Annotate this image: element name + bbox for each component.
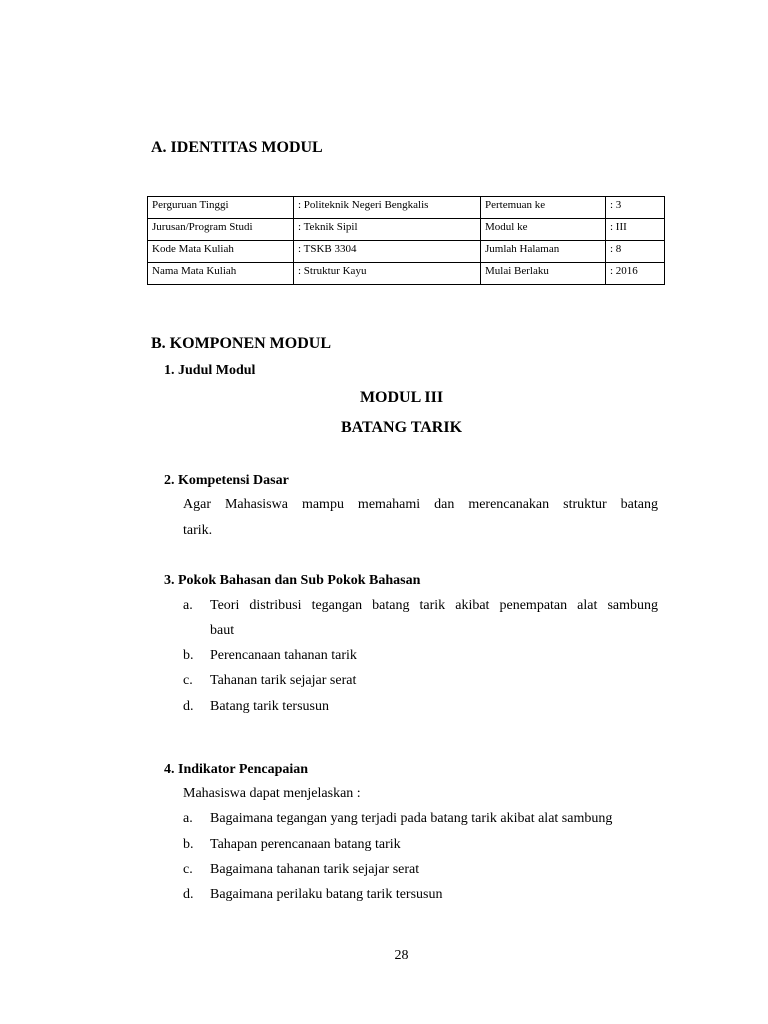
list-item-text: Bagaimana tegangan yang terjadi pada batang tarik akibat alat sambung <box>210 811 613 826</box>
list-marker: b. <box>183 648 194 663</box>
table-cell: : Struktur Kayu <box>294 263 481 285</box>
table-row <box>148 197 665 219</box>
list-marker: c. <box>183 862 193 877</box>
list-marker: d. <box>183 887 194 902</box>
table-cell: Jumlah Halaman <box>481 241 606 263</box>
table-cell: Kode Mata Kuliah <box>148 241 294 263</box>
table-cell: : TSKB 3304 <box>294 241 481 263</box>
list-item-text: Teori distribusi tegangan batang tarik akibat penempatan alat sambung <box>210 598 658 613</box>
table-row <box>148 263 665 285</box>
table-cell: Nama Mata Kuliah <box>148 263 294 285</box>
table-cell: Jurusan/Program Studi <box>148 219 294 241</box>
list-item-text: Perencanaan tahanan tarik <box>210 648 357 663</box>
list-item-text: Bagaimana perilaku batang tarik tersusun <box>210 887 443 902</box>
list-item-text: Bagaimana tahanan tarik sejajar serat <box>210 862 420 877</box>
table-row <box>148 219 665 241</box>
identity-table <box>147 196 665 285</box>
table-cell: Mulai Berlaku <box>481 263 606 285</box>
pokok-bahasan-heading: 3. Pokok Bahasan dan Sub Pokok Bahasan <box>164 573 421 588</box>
module-subtitle: BATANG TARIK <box>340 419 463 436</box>
kompetensi-text-line-1: Agar Mahasiswa mampu memahami dan merencanakan struktur batang <box>183 497 658 512</box>
kompetensi-heading: 2. Kompetensi Dasar <box>164 473 289 488</box>
list-item-text-continued: baut <box>210 623 235 638</box>
list-marker: b. <box>183 837 194 852</box>
table-cell: Pertemuan ke <box>481 197 606 219</box>
table-row <box>148 241 665 263</box>
indikator-heading: 4. Indikator Pencapaian <box>164 762 309 777</box>
section-b-title: B. KOMPONEN MODUL <box>151 335 331 352</box>
module-title: MODUL III <box>359 389 444 406</box>
list-marker: c. <box>183 673 193 688</box>
list-item-text: Tahanan tarik sejajar serat <box>210 673 357 688</box>
section-a-title: A. IDENTITAS MODUL <box>151 139 323 156</box>
page-number: 28 <box>394 948 409 963</box>
table-cell: : 8 <box>606 241 665 263</box>
table-cell: : Teknik Sipil <box>294 219 481 241</box>
list-marker: d. <box>183 699 194 714</box>
table-cell: : III <box>606 219 665 241</box>
list-marker: a. <box>183 598 193 613</box>
indikator-intro: Mahasiswa dapat menjelaskan : <box>183 786 361 801</box>
list-item-text: Batang tarik tersusun <box>210 699 329 714</box>
judul-modul-heading: 1. Judul Modul <box>164 363 256 378</box>
table-cell: : 3 <box>606 197 665 219</box>
table-cell: : Politeknik Negeri Bengkalis <box>294 197 481 219</box>
table-cell: Modul ke <box>481 219 606 241</box>
list-item-text: Tahapan perencanaan batang tarik <box>210 837 401 852</box>
kompetensi-text-line-2: tarik. <box>183 523 213 538</box>
list-marker: a. <box>183 811 193 826</box>
table-cell: Perguruan Tinggi <box>148 197 294 219</box>
table-cell: : 2016 <box>606 263 665 285</box>
